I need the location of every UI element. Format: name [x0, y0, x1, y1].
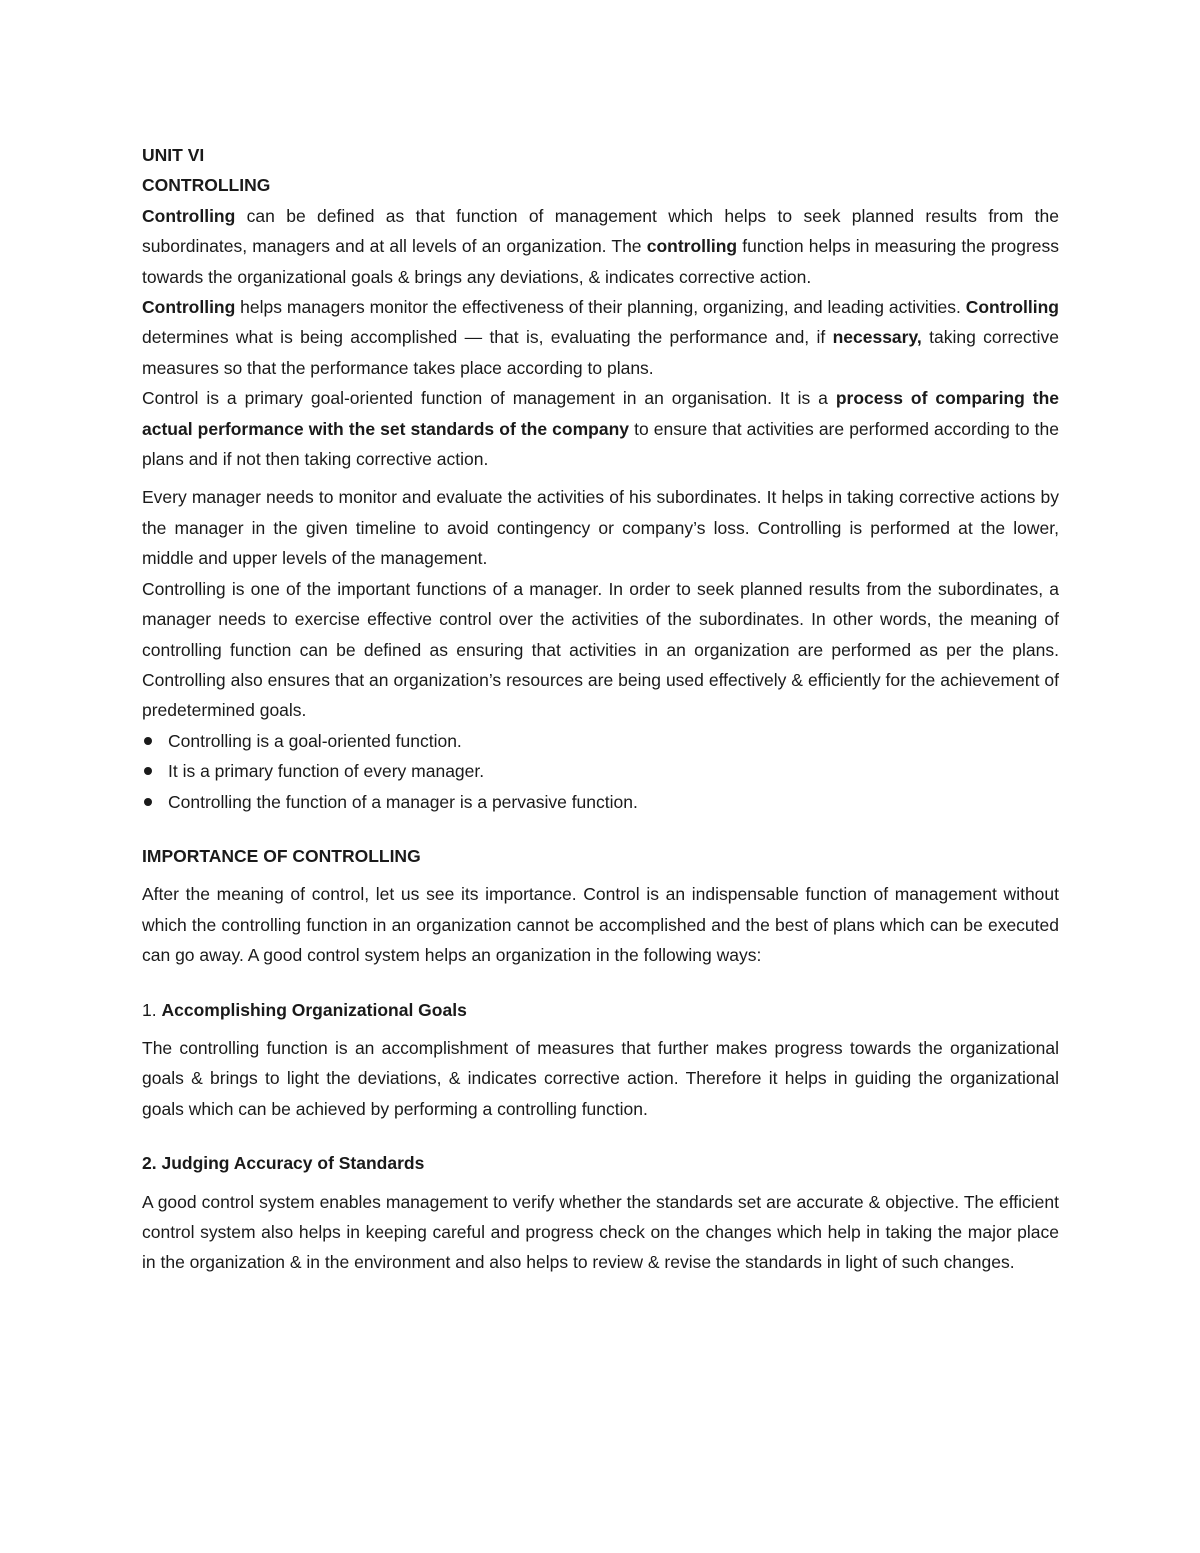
paragraph-monitoring [142, 292, 1059, 383]
importance-heading: IMPORTANCE OF CONTROLLING [142, 845, 421, 866]
bold-term: Controlling [142, 297, 236, 318]
bold-term: Controlling [965, 297, 1059, 318]
paragraph-manager-role: Every manager needs to monitor and evaluate the activities of his subordinates. It helps in taking corrective actions by the manager in the given timeline to avoid contingency or company’s loss. Controlling is performed at the lower, middle and upper levels of the management. [142, 487, 1059, 569]
paragraph-text: to ensure that activities are performed according to the plans and if not then taking corrective action. [142, 418, 1059, 470]
paragraph-text: function helps in measuring the progress towards the organizational goals & brings any deviations, & indicates corrective action. [142, 236, 1060, 287]
bullet-icon [144, 798, 152, 806]
bold-term: process of comparing the actual performance with the set standards of the company [142, 388, 1060, 439]
paragraph-text: determines what is being accomplished — that is, evaluating the performance and, if [142, 327, 833, 348]
unit-title: UNIT VI [142, 145, 205, 165]
section-title: CONTROLLING [142, 175, 271, 196]
paragraph-text: can be defined as that function of management which helps to seek planned results from the subordinates, managers and at all levels of an organization. The [142, 205, 1059, 257]
bullet-list [142, 726, 1059, 817]
paragraph-definition [142, 201, 1059, 292]
bold-term: Controlling [142, 205, 236, 226]
point-number: 1. [142, 999, 162, 1020]
bold-term: controlling [646, 236, 738, 257]
point-1-heading [142, 995, 1059, 1025]
document-body [142, 140, 1059, 1278]
point-title: Accomplishing Organizational Goals [161, 999, 467, 1020]
paragraph-text: taking corrective measures so that the performance takes place according to plans. [142, 327, 1059, 378]
point-1-body: The controlling function is an accomplishment of measures that further makes progress towards the organizational goals & brings to light the deviations, & indicates corrective action. Therefore it helps in guiding the organizational goals which can be achieved by performing a controlling function. [142, 1037, 1059, 1119]
bullet-icon [144, 737, 152, 745]
list-item [142, 756, 1059, 786]
paragraph-control-process [142, 383, 1059, 474]
list-item-text: Controlling the function of a manager is a pervasive function. [168, 791, 638, 812]
paragraph-text: Control is a primary goal-oriented function of management in an organisation. It is a [142, 388, 836, 409]
bold-term: necessary, [832, 327, 922, 348]
paragraph-text: helps managers monitor the effectiveness of their planning, organizing, and leading activities. [235, 297, 966, 318]
paragraph-importance-of-function: Controlling is one of the important functions of a manager. In order to seek planned results from the subordinates, a manager needs to exercise effective control over the activities of the subordinates. In other words, the meaning of controlling function can be defined as ensuring that activities in an organization are performed as per the plans. Controlling also ensures that an organization’s resources are being used effectively & efficiently for the achievement of predetermined goals. [142, 578, 1059, 721]
list-item [142, 787, 1059, 817]
paragraph-importance-intro: After the meaning of control, let us see its importance. Control is an indispensable function of management without which the controlling function in an organization cannot be accomplished and the best of plans which can be executed can go away. A good control system helps an organization in the following ways: [142, 884, 1059, 966]
point-2-body: A good control system enables management to verify whether the standards set are accurate & objective. The efficient control system also helps in keeping careful and progress check on the changes which help in taking the major place in the organization & in the environment and also helps to review & revise the standards in light of such changes. [142, 1191, 1059, 1273]
list-item [142, 726, 1059, 756]
list-item-text: It is a primary function of every manager. [168, 761, 485, 782]
bullet-icon [144, 767, 152, 775]
list-item-text: Controlling is a goal-oriented function. [168, 730, 462, 751]
point-2-heading: 2. Judging Accuracy of Standards [142, 1153, 425, 1174]
